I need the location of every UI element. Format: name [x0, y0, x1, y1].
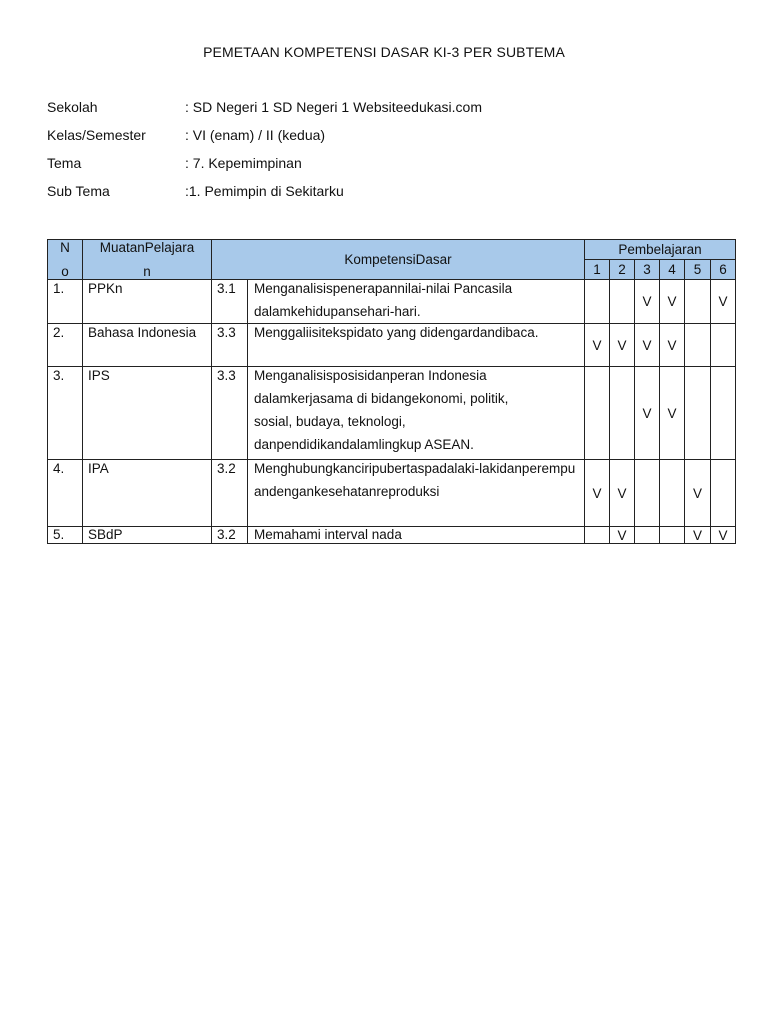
- row-check: [685, 324, 711, 367]
- row-check: V: [711, 280, 736, 324]
- row-check: V: [635, 324, 660, 367]
- row-check: V: [610, 460, 635, 527]
- row-check: [711, 460, 736, 527]
- row-check: V: [660, 367, 685, 460]
- header-pembelajaran-2: 2: [610, 260, 635, 280]
- header-pembelajaran-4: 4: [660, 260, 685, 280]
- header-pembelajaran-6: 6: [711, 260, 736, 280]
- row-check: [660, 460, 685, 527]
- row-kode: 3.2: [212, 527, 248, 544]
- row-check: V: [685, 460, 711, 527]
- row-check: [610, 280, 635, 324]
- row-kd: Memahami interval nada: [248, 527, 585, 544]
- row-no: 4.: [48, 460, 83, 527]
- info-label: Kelas/Semester: [47, 127, 146, 143]
- table-row: [48, 527, 736, 544]
- row-muatan: SBdP: [83, 527, 212, 544]
- row-no: 1.: [48, 280, 83, 324]
- row-check: [585, 527, 610, 544]
- info-label: Tema: [47, 155, 82, 171]
- row-muatan: Bahasa Indonesia: [83, 324, 212, 367]
- row-kode: 3.3: [212, 324, 248, 367]
- row-check: [685, 280, 711, 324]
- header-kompetensi-dasar: KompetensiDasar: [212, 240, 585, 280]
- kompetensi-dasar-table: [47, 239, 736, 544]
- row-kd: Menganalisisposisidanperan Indonesia dalamkerjasama di bidangekonomi, politik, sosial, budaya, teknologi, danpendidikandalamlingkup ASEAN.: [248, 367, 585, 460]
- info-value: : SD Negeri 1 SD Negeri 1 Websiteedukasi.com: [185, 99, 482, 115]
- row-check: V: [660, 280, 685, 324]
- row-no: 5.: [48, 527, 83, 544]
- table-row: [48, 460, 736, 527]
- row-check: V: [635, 367, 660, 460]
- row-muatan: IPS: [83, 367, 212, 460]
- header-pembelajaran-5: 5: [685, 260, 711, 280]
- row-no: 3.: [48, 367, 83, 460]
- info-label: Sub Tema: [47, 183, 110, 199]
- row-kode: 3.1: [212, 280, 248, 324]
- info-value: : VI (enam) / II (kedua): [185, 127, 326, 143]
- row-check: V: [685, 527, 711, 544]
- row-check: [711, 367, 736, 460]
- row-check: [585, 280, 610, 324]
- header-pembelajaran: Pembelajaran: [585, 240, 736, 260]
- row-kode: 3.3: [212, 367, 248, 460]
- row-check: [685, 367, 711, 460]
- row-check: V: [585, 324, 610, 367]
- row-check: V: [635, 280, 660, 324]
- table-row: [48, 367, 736, 460]
- header-no-line1: N: [60, 240, 70, 255]
- row-kd: Menghubungkanciripubertaspadalaki-lakidanperempuandengankesehatanreproduksi: [248, 460, 585, 527]
- row-check: V: [711, 527, 736, 544]
- row-check: V: [610, 527, 635, 544]
- table-row: [48, 280, 736, 324]
- row-no: 2.: [48, 324, 83, 367]
- row-check: [610, 367, 635, 460]
- document-title: PEMETAAN KOMPETENSI DASAR KI-3 PER SUBTEMA: [203, 44, 565, 60]
- row-kd: Menganalisispenerapannilai-nilai Pancasila dalamkehidupansehari-hari.: [248, 280, 585, 324]
- row-kode: 3.2: [212, 460, 248, 527]
- row-check: [711, 324, 736, 367]
- header-pembelajaran-1: 1: [585, 260, 610, 280]
- row-muatan: PPKn: [83, 280, 212, 324]
- row-check: V: [610, 324, 635, 367]
- row-kd: Menggaliisitekspidato yang didengardandibaca.: [248, 324, 585, 367]
- row-check: [660, 527, 685, 544]
- info-label: Sekolah: [47, 99, 98, 115]
- row-check: V: [585, 460, 610, 527]
- row-check: V: [660, 324, 685, 367]
- info-value: : 7. Kepemimpinan: [185, 155, 302, 171]
- info-value: :1. Pemimpin di Sekitarku: [185, 183, 344, 199]
- header-pembelajaran-3: 3: [635, 260, 660, 280]
- row-check: [635, 460, 660, 527]
- header-no-line2: o: [61, 264, 69, 279]
- row-check: [635, 527, 660, 544]
- header-muatan-line1: MuatanPelajara: [99, 240, 195, 255]
- row-check: [585, 367, 610, 460]
- row-muatan: IPA: [83, 460, 212, 527]
- table-row: [48, 324, 736, 367]
- header-muatan-line2: n: [143, 264, 151, 279]
- header-no: [48, 240, 83, 280]
- header-muatan-pelajaran: [83, 240, 212, 280]
